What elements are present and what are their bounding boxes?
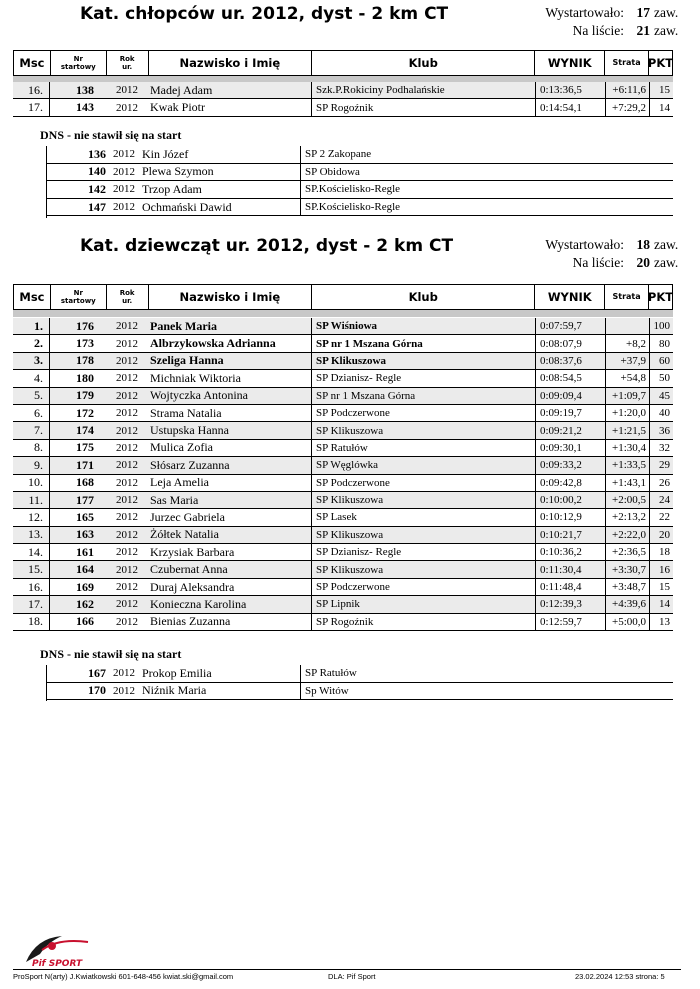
club: SP Dzianisz- Regle	[312, 544, 536, 560]
result-time: 0:10:00,2	[536, 492, 606, 508]
table-row	[13, 318, 673, 335]
table-row	[13, 370, 673, 387]
header-strata: Strata	[605, 51, 649, 75]
athlete-name: Ustupska Hanna	[148, 422, 312, 438]
listed-unit: zaw.	[654, 255, 679, 270]
header-wynik: WYNIK	[535, 285, 605, 309]
birth-year: 2012	[116, 615, 138, 628]
footer-right: 23.02.2024 12:53 strona: 5	[575, 972, 665, 981]
table-row	[13, 99, 673, 116]
time-loss: +1:20,0	[606, 405, 650, 421]
dns-row	[46, 146, 673, 164]
girls-category-title: Kat. dziewcząt ur. 2012, dyst - 2 km CT	[80, 236, 454, 256]
footer-left: ProSport N(arty) J.Kwiatkowski 601-648-456 kwiat.ski@gmail.com	[13, 972, 234, 981]
birth-year: 2012	[116, 372, 138, 385]
athlete-name: Panek Maria	[148, 318, 312, 334]
athlete-name: Niźnik Maria	[140, 683, 301, 700]
header-msc: Msc	[14, 51, 51, 75]
points: 15	[659, 581, 670, 594]
result-time: 0:08:37,6	[536, 353, 606, 369]
athlete-name: Duraj Aleksandra	[148, 579, 312, 595]
place: 16.	[13, 82, 50, 98]
place: 17.	[13, 99, 50, 115]
result-time: 0:09:09,4	[536, 388, 606, 404]
athlete-name: Sas Maria	[148, 492, 312, 508]
time-loss	[606, 318, 650, 334]
time-loss: +1:21,5	[606, 422, 650, 438]
athlete-name: Żółtek Natalia	[148, 527, 312, 543]
header-wynik: WYNIK	[535, 51, 605, 75]
dns-row	[46, 181, 673, 199]
table-row	[13, 527, 673, 544]
header-msc: Msc	[14, 285, 51, 309]
birth-year: 2012	[116, 598, 138, 611]
time-loss: +2:36,5	[606, 544, 650, 560]
athlete-name: Bienias Zuzanna	[148, 614, 312, 630]
result-time: 0:09:30,1	[536, 440, 606, 456]
athlete-name: Albrzykowska Adrianna	[148, 335, 312, 351]
start-number: 162	[76, 596, 94, 611]
start-number: 136	[88, 146, 106, 161]
result-time: 0:07:59,7	[536, 318, 606, 334]
birth-year: 2012	[116, 354, 138, 367]
athlete-name: Mulica Zofia	[148, 440, 312, 456]
listed-unit: zaw.	[654, 23, 679, 38]
time-loss: +37,9	[606, 353, 650, 369]
points: 24	[659, 494, 670, 507]
place: 3.	[13, 353, 50, 369]
started-unit: zaw.	[654, 237, 679, 252]
table-row	[13, 353, 673, 370]
boys-stats	[488, 4, 684, 40]
result-time: 0:09:21,2	[536, 422, 606, 438]
club: SP Rogoźnik	[312, 614, 536, 630]
table-row	[13, 82, 673, 99]
dns-row	[46, 199, 673, 217]
athlete-name: Prokop Emilia	[140, 665, 301, 682]
club: SP Lasek	[312, 509, 536, 525]
club: SP 2 Zakopane	[305, 148, 372, 161]
start-number: 140	[88, 164, 106, 179]
birth-year: 2012	[116, 546, 138, 559]
club: SP Klikuszowa	[312, 422, 536, 438]
time-loss: +54,8	[606, 370, 650, 386]
time-loss: +7:29,2	[606, 99, 650, 115]
start-number: 171	[76, 457, 94, 472]
table-row	[13, 544, 673, 561]
club: SP Podczerwone	[312, 579, 536, 595]
table-row	[13, 492, 673, 509]
athlete-name: Strama Natalia	[148, 405, 312, 421]
result-time: 0:11:30,4	[536, 561, 606, 577]
header-separator	[13, 310, 673, 317]
club: SP Ratułów	[312, 440, 536, 456]
place: 15.	[13, 561, 50, 577]
place: 16.	[13, 579, 50, 595]
athlete-name: Madej Adam	[148, 82, 312, 98]
club: SP.Kościelisko-Regle	[305, 183, 401, 196]
birth-year: 2012	[116, 84, 138, 97]
result-time: 0:14:54,1	[536, 99, 606, 115]
birth-year: 2012	[113, 165, 135, 178]
start-number: 173	[76, 336, 94, 351]
footer-middle: DLA: Pif Sport	[328, 972, 376, 981]
athlete-name: Kwak Piotr	[148, 99, 312, 115]
header-name: Nazwisko i Imię	[149, 285, 312, 309]
start-number: 165	[76, 509, 94, 524]
points: 32	[659, 441, 670, 454]
boys-category-title: Kat. chłopców ur. 2012, dyst - 2 km CT	[80, 4, 449, 24]
birth-year: 2012	[116, 511, 138, 524]
result-time: 0:13:36,5	[536, 82, 606, 98]
listed-count: 21	[636, 23, 650, 38]
time-loss: +3:48,7	[606, 579, 650, 595]
club: SP Obidowa	[305, 165, 360, 178]
header-nr: Nr startowy	[51, 51, 107, 75]
start-number: 143	[76, 100, 94, 115]
athlete-name: Czubernat Anna	[148, 561, 312, 577]
points: 18	[659, 546, 670, 559]
table-row	[13, 422, 673, 439]
club: SP Klikuszowa	[312, 353, 536, 369]
dns-row	[46, 683, 673, 701]
header-strata: Strata	[605, 285, 649, 309]
club: SP Węglówka	[312, 457, 536, 473]
athlete-name: Plewa Szymon	[140, 164, 301, 181]
header-name: Nazwisko i Imię	[149, 51, 312, 75]
club: SP nr 1 Mszana Górna	[312, 335, 536, 351]
table-row	[13, 596, 673, 613]
table-row	[13, 405, 673, 422]
start-number: 138	[76, 82, 94, 97]
birth-year: 2012	[113, 667, 135, 680]
place: 11.	[13, 492, 50, 508]
result-time: 0:10:12,9	[536, 509, 606, 525]
result-time: 0:09:42,8	[536, 475, 606, 491]
boys-dns-table	[46, 146, 673, 216]
athlete-name: Michniak Wiktoria	[148, 370, 312, 386]
started-label: Wystartowało:	[545, 5, 624, 20]
place: 13.	[13, 527, 50, 543]
birth-year: 2012	[113, 201, 135, 214]
club: SP Klikuszowa	[312, 492, 536, 508]
place: 17.	[13, 596, 50, 612]
header-klub: Klub	[312, 51, 535, 75]
result-time: 0:10:36,2	[536, 544, 606, 560]
result-time: 0:12:59,7	[536, 614, 606, 630]
time-loss: +2:22,0	[606, 527, 650, 543]
points: 13	[659, 615, 670, 628]
girls-results-table	[13, 318, 673, 631]
place: 4.	[13, 370, 50, 386]
footer-divider	[13, 969, 681, 970]
time-loss: +4:39,6	[606, 596, 650, 612]
dns-row	[46, 665, 673, 683]
table-row	[13, 457, 673, 474]
birth-year: 2012	[113, 183, 135, 196]
header-rok: Rok ur.	[107, 51, 149, 75]
birth-year: 2012	[116, 581, 138, 594]
table-row	[13, 388, 673, 405]
girls-stats	[488, 236, 684, 272]
start-number: 163	[76, 527, 94, 542]
listed-label: Na liście:	[572, 23, 624, 38]
start-number: 170	[88, 683, 106, 698]
start-number: 175	[76, 440, 94, 455]
place: 9.	[13, 457, 50, 473]
birth-year: 2012	[116, 459, 138, 472]
started-count: 17	[636, 5, 650, 20]
club: SP Klikuszowa	[312, 527, 536, 543]
athlete-name: Szeliga Hanna	[148, 353, 312, 369]
place: 8.	[13, 440, 50, 456]
points: 15	[659, 84, 670, 97]
start-number: 169	[76, 579, 94, 594]
place: 7.	[13, 422, 50, 438]
athlete-name: Leja Amelia	[148, 475, 312, 491]
club: SP.Kościelisko-Regle	[305, 201, 401, 214]
boys-results-table	[13, 82, 673, 117]
result-time: 0:08:07,9	[536, 335, 606, 351]
place: 1.	[13, 318, 50, 334]
result-time: 0:09:33,2	[536, 457, 606, 473]
athlete-name: Konieczna Karolina	[148, 596, 312, 612]
start-number: 168	[76, 475, 94, 490]
club: SP nr 1 Mszana Górna	[312, 388, 536, 404]
start-number: 178	[76, 353, 94, 368]
boys-table-header	[13, 50, 673, 76]
points: 26	[659, 476, 670, 489]
time-loss: +1:33,5	[606, 457, 650, 473]
club: SP Ratułów	[305, 667, 357, 680]
athlete-name: Trzop Adam	[140, 181, 301, 198]
points: 50	[659, 372, 670, 385]
birth-year: 2012	[116, 528, 138, 541]
birth-year: 2012	[116, 407, 138, 420]
time-loss: +1:30,4	[606, 440, 650, 456]
place: 12.	[13, 509, 50, 525]
club: SP Klikuszowa	[312, 561, 536, 577]
points: 45	[659, 389, 670, 402]
points: 60	[659, 354, 670, 367]
athlete-name: Ochmański Dawid	[140, 199, 301, 216]
start-number: 176	[76, 318, 94, 333]
points: 29	[659, 459, 670, 472]
athlete-name: Wojtyczka Antonina	[148, 388, 312, 404]
points: 14	[659, 598, 670, 611]
athlete-name: Kin Józef	[140, 146, 301, 163]
points: 14	[659, 101, 670, 114]
started-count: 18	[636, 237, 650, 252]
header-rok: Rok ur.	[107, 285, 149, 309]
header-pkt: PKT	[647, 290, 674, 304]
birth-year: 2012	[116, 424, 138, 437]
birth-year: 2012	[116, 101, 138, 114]
birth-year: 2012	[116, 563, 138, 576]
club: SP Lipnik	[312, 596, 536, 612]
time-loss: +8,2	[606, 335, 650, 351]
birth-year: 2012	[116, 389, 138, 402]
time-loss: +1:43,1	[606, 475, 650, 491]
table-row	[13, 440, 673, 457]
birth-year: 2012	[116, 441, 138, 454]
boys-dns-title: DNS - nie stawił się na start	[40, 128, 182, 142]
club: SP Podczerwone	[312, 405, 536, 421]
points: 40	[659, 407, 670, 420]
pif-sport-logo	[22, 932, 94, 968]
svg-text:Pif SPORT: Pif SPORT	[32, 959, 83, 968]
athlete-name: Krzysiak Barbara	[148, 544, 312, 560]
points: 100	[653, 320, 670, 333]
girls-dns-title: DNS - nie stawił się na start	[40, 647, 182, 661]
place: 10.	[13, 475, 50, 491]
listed-count: 20	[636, 255, 650, 270]
club: Szk.P.Rokiciny Podhalańskie	[312, 82, 536, 98]
points: 16	[659, 563, 670, 576]
club: SP Dzianisz- Regle	[312, 370, 536, 386]
table-row	[13, 579, 673, 596]
start-number: 161	[76, 544, 94, 559]
place: 14.	[13, 544, 50, 560]
table-row	[13, 475, 673, 492]
birth-year: 2012	[113, 148, 135, 161]
table-row	[13, 509, 673, 526]
start-number: 164	[76, 562, 94, 577]
table-row	[13, 561, 673, 578]
girls-table-header	[13, 284, 673, 310]
time-loss: +5:00,0	[606, 614, 650, 630]
start-number: 177	[76, 492, 94, 507]
header-klub: Klub	[312, 285, 535, 309]
points: 36	[659, 424, 670, 437]
table-row	[13, 335, 673, 352]
result-time: 0:09:19,7	[536, 405, 606, 421]
club: Sp Witów	[305, 684, 349, 697]
start-number: 180	[76, 370, 94, 385]
time-loss: +1:09,7	[606, 388, 650, 404]
header-nr: Nr startowy	[51, 285, 107, 309]
points: 22	[659, 511, 670, 524]
time-loss: +6:11,6	[606, 82, 650, 98]
place: 2.	[13, 335, 50, 351]
birth-year: 2012	[113, 684, 135, 697]
start-number: 147	[88, 199, 106, 214]
athlete-name: Jurzec Gabriela	[148, 509, 312, 525]
start-number: 174	[76, 423, 94, 438]
started-unit: zaw.	[654, 5, 679, 20]
place: 6.	[13, 405, 50, 421]
result-time: 0:12:39,3	[536, 596, 606, 612]
time-loss: +2:00,5	[606, 492, 650, 508]
start-number: 166	[76, 614, 94, 629]
start-number: 172	[76, 405, 94, 420]
header-pkt: PKT	[647, 56, 674, 70]
points: 20	[659, 528, 670, 541]
result-time: 0:11:48,4	[536, 579, 606, 595]
result-time: 0:08:54,5	[536, 370, 606, 386]
points: 80	[659, 337, 670, 350]
club: SP Wiśniowa	[312, 318, 536, 334]
club: SP Podczerwone	[312, 475, 536, 491]
athlete-name: Słósarz Zuzanna	[148, 457, 312, 473]
table-row	[13, 614, 673, 631]
birth-year: 2012	[116, 320, 138, 333]
time-loss: +2:13,2	[606, 509, 650, 525]
birth-year: 2012	[116, 494, 138, 507]
birth-year: 2012	[116, 476, 138, 489]
result-time: 0:10:21,7	[536, 527, 606, 543]
club: SP Rogoźnik	[312, 99, 536, 115]
start-number: 167	[88, 665, 106, 680]
dns-row	[46, 164, 673, 182]
place: 5.	[13, 388, 50, 404]
birth-year: 2012	[116, 337, 138, 350]
girls-dns-table	[46, 665, 673, 700]
time-loss: +3:30,7	[606, 561, 650, 577]
place: 18.	[13, 614, 50, 630]
started-label: Wystartowało:	[545, 237, 624, 252]
listed-label: Na liście:	[572, 255, 624, 270]
start-number: 142	[88, 181, 106, 196]
start-number: 179	[76, 388, 94, 403]
